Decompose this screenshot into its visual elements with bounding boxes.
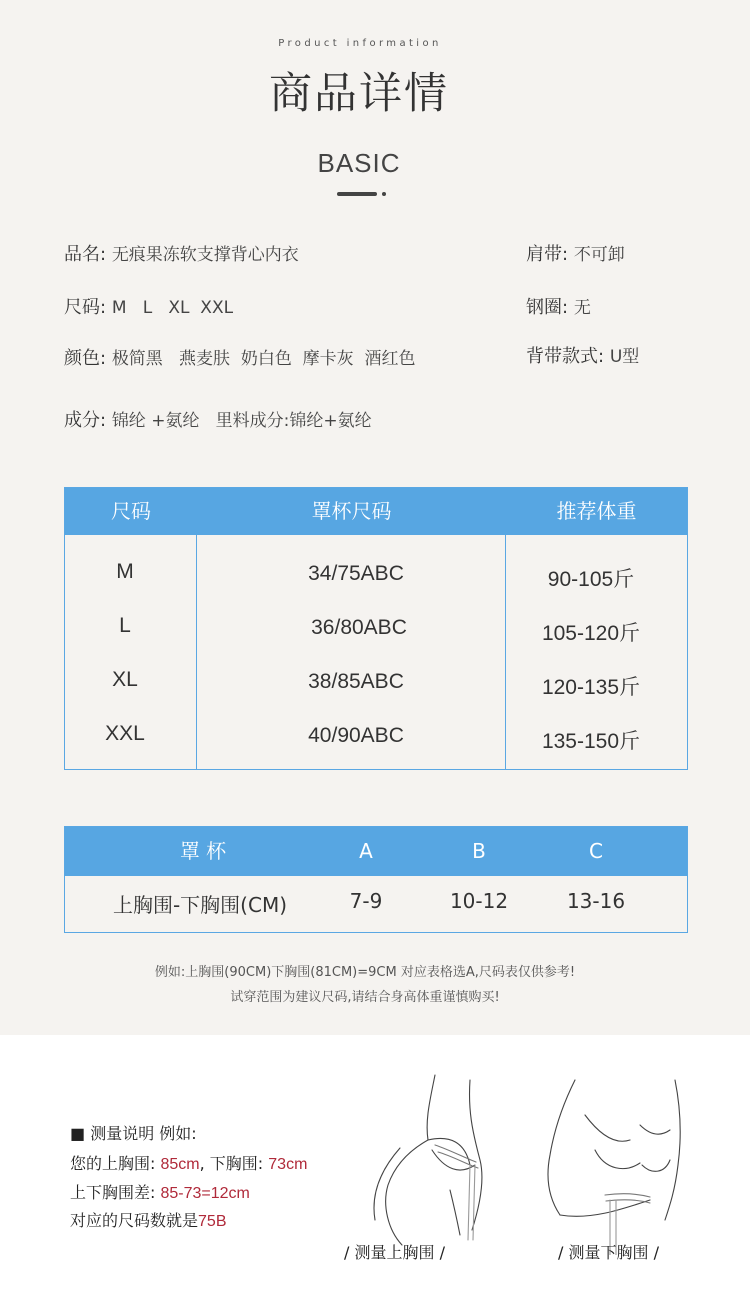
measure-diff-prefix: 上下胸围差: [70,1183,161,1202]
info-size-value: M L XL XXL [111,298,234,318]
size-table-cell: 40/90ABC [308,724,404,747]
info-name [64,240,299,266]
lower-bust-illustration [530,1075,700,1255]
note-example: 例如:上胸围(90CM)下胸围(81CM)=9CM 对应表格选A,尺码表仅供参考! [154,965,576,980]
cup-table-cell: 10-12 [449,889,509,913]
info-size [64,293,233,319]
measure-diff [70,1180,250,1203]
cup-table-cell: 7-9 [349,889,383,913]
page-title: 商品详情 [269,69,449,119]
measure-lower-prefix: , 下胸围: [199,1154,269,1173]
size-table-cell: 120-135斤 [541,676,641,699]
cup-table-header-c: C [589,839,603,863]
caption-lower-bust: / 测量下胸围 / [558,1243,659,1262]
info-back-label: 背带款式: [526,346,605,367]
upper-bust-illustration [340,1070,500,1250]
size-table-cell: 34/75ABC [308,562,404,585]
size-table-cell: XXL [105,722,145,745]
size-table-cell: 36/80ABC [311,616,407,639]
cup-table-cell: 13-16 [566,889,626,913]
info-color-label: 颜色: [64,348,107,369]
size-table-cell: 135-150斤 [541,730,641,753]
info-name-value: 无痕果冻软支撑背心内衣 [111,245,299,265]
size-table-cell: M [116,560,134,583]
measure-upper-value: 85cm [160,1156,200,1173]
size-table-header-size: 尺码 [111,499,151,523]
section-divider [337,192,377,196]
size-table-cell: 105-120斤 [541,622,641,645]
cup-table-header-a: A [359,839,373,863]
info-wire-label: 钢圈: [526,297,569,318]
cup-table-header-b: B [472,839,486,863]
size-table-header [65,488,687,535]
subtitle-en: Product information [278,38,442,49]
size-table-header-cup: 罩杯尺码 [311,499,392,523]
info-color-value: 极简黑 燕麦肤 奶白色 摩卡灰 酒红色 [111,349,416,369]
cup-table-row-label: 上胸围-下胸围(CM) [112,893,288,917]
info-material-value: 锦纶 +氨纶 里料成分:锦纶+氨纶 [111,411,372,431]
caption-upper-bust: / 测量上胸围 / [344,1243,445,1262]
info-color [64,344,415,370]
size-table-header-weight: 推荐体重 [556,499,637,523]
info-back [526,342,639,368]
info-wire [526,293,591,319]
info-material [64,406,372,432]
cup-table-header-cup: 罩 杯 [179,839,227,863]
measure-diff-value: 85-73=12cm [160,1185,250,1202]
info-material-label: 成分: [64,410,107,431]
measure-result-value: 75B [198,1213,227,1230]
size-table [64,487,688,770]
cup-table-header [65,827,687,876]
note-disclaimer: 试穿范围为建议尺码,请结合身高体重谨慎购买! [230,990,500,1005]
section-divider-dot [382,192,386,196]
measure-result-prefix: 对应的尺码数就是 [70,1211,199,1230]
measure-upper-lower [70,1151,307,1174]
size-table-cell: XL [112,668,138,691]
measure-upper-prefix: 您的上胸围: [70,1154,161,1173]
measure-result [70,1208,226,1231]
info-strap-label: 肩带: [526,244,569,265]
measure-lower-value: 73cm [268,1156,308,1173]
size-table-cell: L [119,614,131,637]
size-table-cell: 90-105斤 [547,568,635,591]
info-wire-value: 无 [573,298,591,318]
measure-title: ■ 测量说明 例如: [70,1124,197,1143]
section-title: BASIC [317,148,401,178]
cup-table [64,826,688,933]
info-name-label: 品名: [64,244,107,265]
info-back-value: U型 [609,347,640,367]
info-strap [526,240,625,266]
info-strap-value: 不可卸 [573,245,625,265]
info-size-label: 尺码: [64,297,107,318]
size-table-cell: 38/85ABC [308,670,404,693]
measure-section [0,1035,750,1298]
